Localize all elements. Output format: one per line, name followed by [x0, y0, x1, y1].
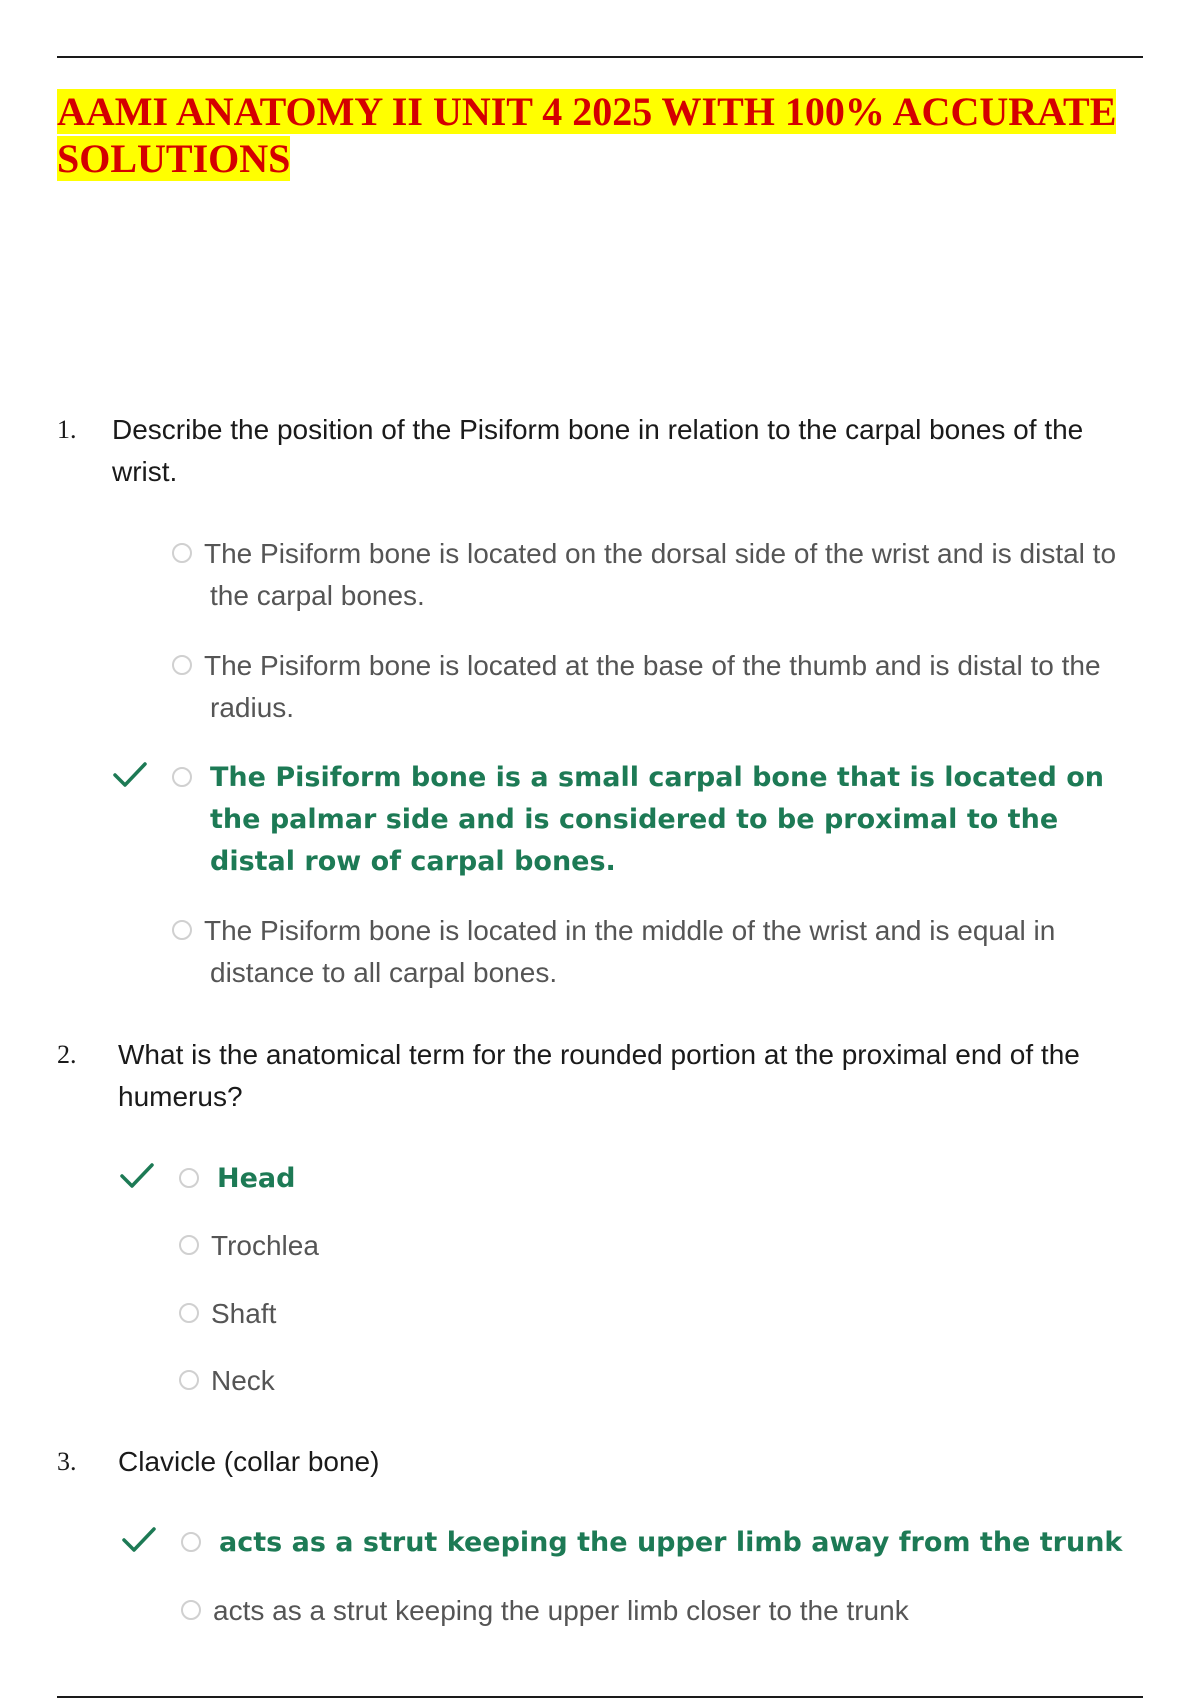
checkmark-icon	[121, 1526, 157, 1554]
option-text: acts as a strut keeping the upper limb away from the trunk	[219, 1527, 1123, 1558]
option-1d[interactable]	[172, 910, 1142, 994]
option-text: Neck	[211, 1365, 275, 1396]
checkmark-icon	[119, 1162, 155, 1190]
question-1	[57, 409, 1147, 493]
option-text: The Pisiform bone is located in the middle of the wrist and is equal in distance to all carpal bones.	[204, 915, 1056, 988]
option-3b[interactable]	[181, 1590, 1151, 1632]
radio-circle-icon[interactable]	[172, 655, 192, 675]
question-number: 3.	[57, 1447, 77, 1476]
option-2c[interactable]	[179, 1293, 1149, 1335]
radio-circle-icon[interactable]	[179, 1235, 199, 1255]
option-2d[interactable]	[179, 1360, 1149, 1402]
question-text: Describe the position of the Pisiform bone in relation to the carpal bones of the wrist.	[112, 414, 1084, 487]
question-3	[57, 1441, 1147, 1483]
option-2b[interactable]	[179, 1225, 1149, 1267]
option-1c-correct[interactable]	[172, 757, 1142, 883]
radio-circle-icon[interactable]	[172, 920, 192, 940]
question-2	[57, 1034, 1147, 1118]
option-2a-correct[interactable]	[179, 1158, 1149, 1200]
question-number: 2.	[57, 1040, 77, 1069]
radio-circle-icon[interactable]	[181, 1532, 201, 1552]
radio-circle-icon[interactable]	[179, 1303, 199, 1323]
radio-circle-icon[interactable]	[179, 1168, 199, 1188]
question-text: What is the anatomical term for the rounded portion at the proximal end of the humerus?	[118, 1039, 1080, 1112]
question-number: 1.	[57, 415, 77, 444]
document-title: AAMI ANATOMY II UNIT 4 2025 WITH 100% ACCURATE SOLUTIONS	[57, 89, 1117, 181]
option-text: acts as a strut keeping the upper limb closer to the trunk	[213, 1595, 909, 1626]
option-text: The Pisiform bone is located on the dorsal side of the wrist and is distal to the carpal bones.	[204, 538, 1117, 611]
option-text: Head	[217, 1163, 296, 1194]
option-text: The Pisiform bone is located at the base of the thumb and is distal to the radius.	[204, 650, 1101, 723]
option-text: Shaft	[211, 1298, 277, 1329]
option-text: The Pisiform bone is a small carpal bone that is located on the palmar side and is considered to be proximal to the distal row of carpal bones.	[210, 762, 1105, 877]
option-1a[interactable]	[172, 533, 1142, 617]
option-3a-correct[interactable]	[181, 1522, 1151, 1564]
radio-circle-icon[interactable]	[179, 1370, 199, 1390]
option-text: Trochlea	[211, 1230, 319, 1261]
radio-circle-icon[interactable]	[181, 1600, 201, 1620]
radio-circle-icon[interactable]	[172, 543, 192, 563]
bottom-divider	[57, 1696, 1143, 1698]
top-divider	[57, 56, 1143, 58]
radio-circle-icon[interactable]	[172, 767, 192, 787]
checkmark-icon	[112, 761, 148, 789]
question-text: Clavicle (collar bone)	[118, 1446, 380, 1477]
option-1b[interactable]	[172, 645, 1142, 729]
